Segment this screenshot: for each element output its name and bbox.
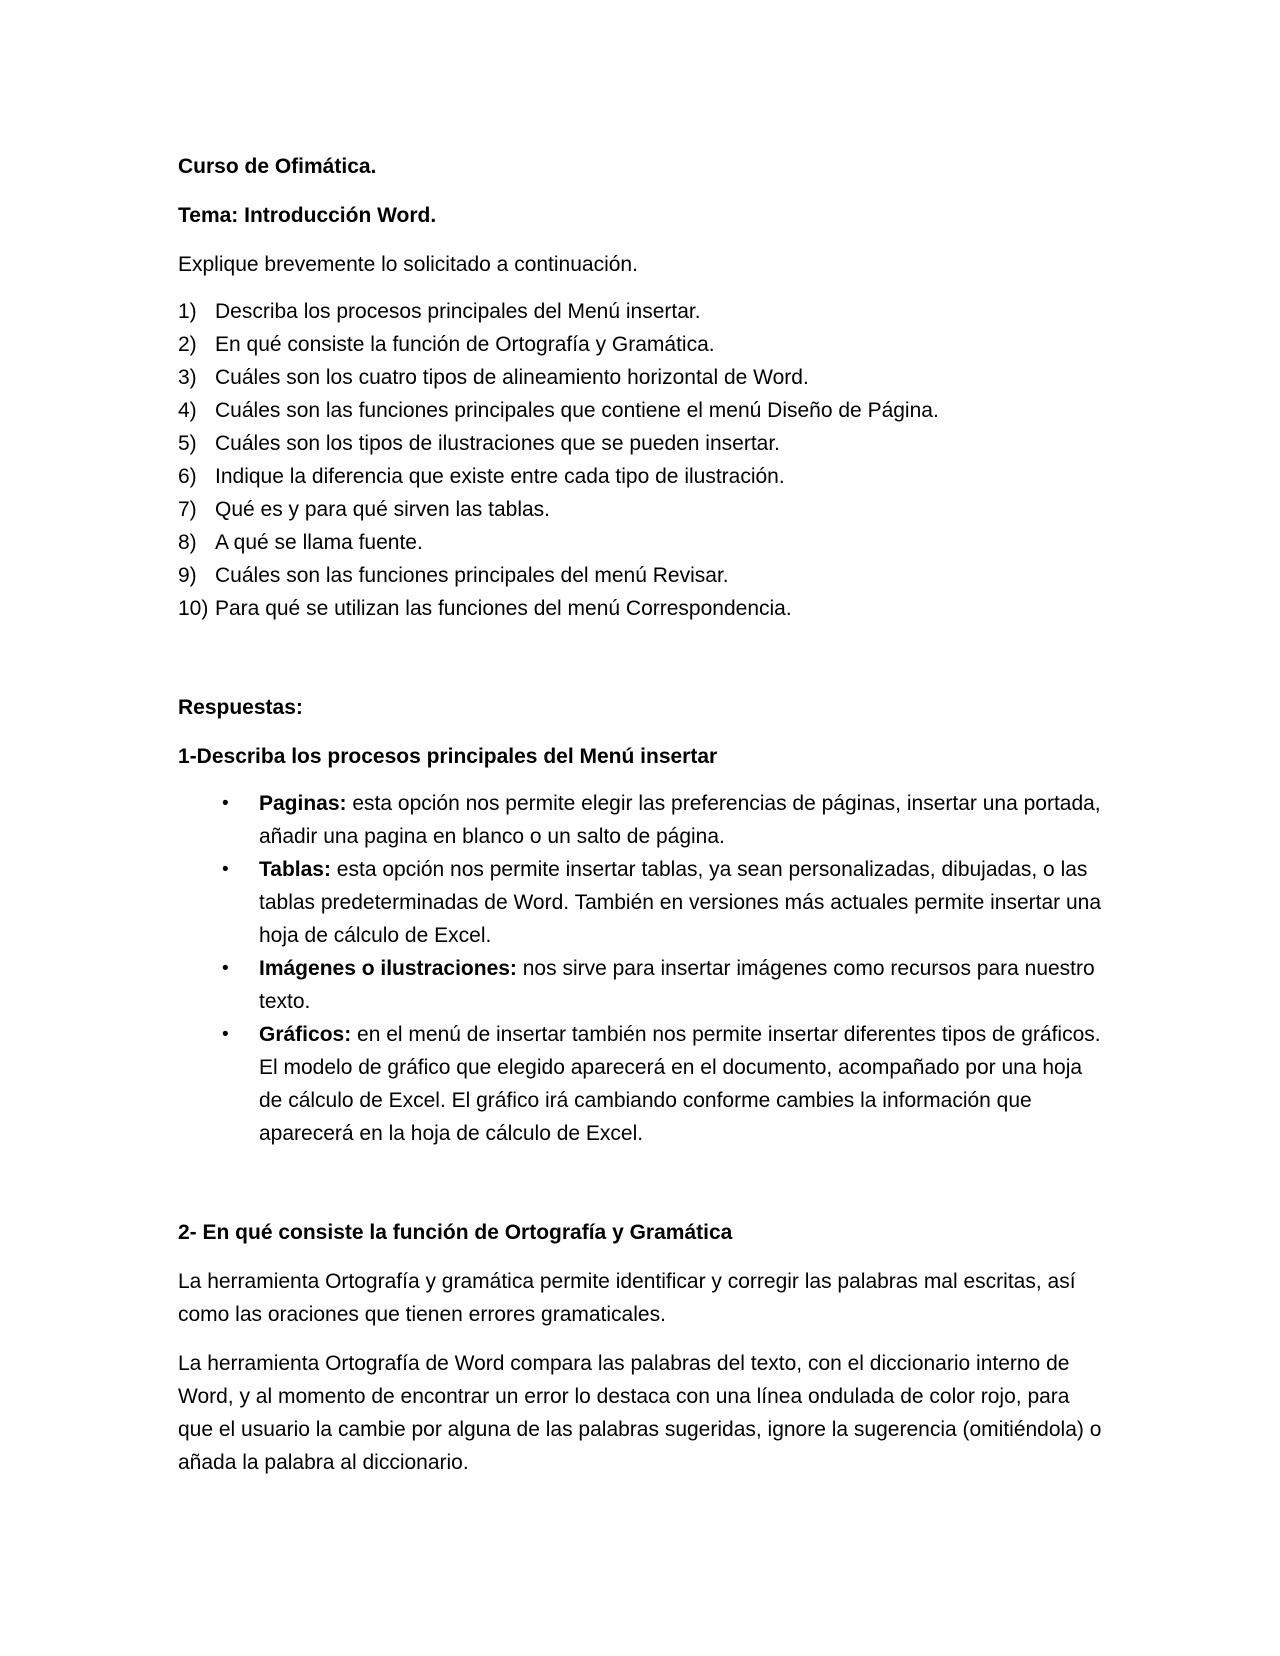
bullet-term: Paginas: <box>259 792 347 815</box>
list-item <box>178 853 1108 952</box>
item-number: 7) <box>178 498 197 521</box>
list-item <box>178 1018 1108 1150</box>
item-text: En qué consiste la función de Ortografía y Gramática. <box>215 333 715 356</box>
course-title: Curso de Ofimática. <box>178 155 377 178</box>
answer-2-paragraph: La herramienta Ortografía de Word compara las palabras del texto, con el diccionario interno de Word, y al momento de encontrar un error lo destaca con una línea ondulada de color rojo, para que el usuario la cambie por alguna de las palabras sugeridas, ignore la sugerencia (omitiéndola) o añada la palabra al diccionario. <box>178 1352 1102 1474</box>
questions-list <box>178 295 1108 625</box>
item-text: Cuáles son los cuatro tipos de alineamiento horizontal de Word. <box>215 366 809 389</box>
bullet-icon: • <box>222 1024 229 1045</box>
item-number: 10) <box>178 597 209 620</box>
list-item <box>178 787 1108 853</box>
instruction-text: Explique brevemente lo solicitado a continuación. <box>178 253 638 276</box>
item-text: A qué se llama fuente. <box>215 531 423 554</box>
bullet-term: Imágenes o ilustraciones: <box>259 957 517 980</box>
bullet-text: esta opción nos permite insertar tablas, ya sean personalizadas, dibujadas, o las tablas predeterminadas de Word. También en versiones más actuales permite insertar una hoja de cálculo de Excel. <box>259 858 1101 947</box>
item-text: Qué es y para qué sirven las tablas. <box>215 498 551 521</box>
item-number: 8) <box>178 531 197 554</box>
list-item <box>178 361 1108 394</box>
answer-2-title: 2- En qué consiste la función de Ortografía y Gramática <box>178 1221 733 1244</box>
answers-heading: Respuestas: <box>178 696 303 719</box>
item-text: Cuáles son los tipos de ilustraciones que se pueden insertar. <box>215 432 781 455</box>
list-item <box>178 559 1108 592</box>
list-item <box>178 460 1108 493</box>
item-number: 2) <box>178 333 197 356</box>
bullet-icon: • <box>222 859 229 880</box>
item-number: 1) <box>178 300 197 323</box>
list-item <box>178 295 1108 328</box>
item-text: Cuáles son las funciones principales que contiene el menú Diseño de Página. <box>215 399 939 422</box>
document-body <box>178 150 1108 1479</box>
answer-1-bullets <box>178 787 1108 1150</box>
bullet-term: Gráficos: <box>259 1023 352 1046</box>
list-item <box>178 526 1108 559</box>
answer-1-title: 1-Describa los procesos principales del Menú insertar <box>178 745 718 768</box>
bullet-text: en el menú de insertar también nos permite insertar diferentes tipos de gráficos. El modelo de gráfico que elegido aparecerá en el documento, acompañado por una hoja de cálculo de Excel. El gráfico irá cambiando conforme cambies la información que aparecerá en la hoja de cálculo de Excel. <box>259 1023 1101 1145</box>
answer-2-paragraph: La herramienta Ortografía y gramática permite identificar y corregir las palabras mal escritas, así como las oraciones que tienen errores gramaticales. <box>178 1270 1076 1326</box>
list-item <box>178 592 1108 625</box>
item-text: Describa los procesos principales del Menú insertar. <box>215 300 701 323</box>
item-number: 4) <box>178 399 197 422</box>
bullet-text: esta opción nos permite elegir las preferencias de páginas, insertar una portada, añadir una pagina en blanco o un salto de página. <box>259 792 1101 848</box>
list-item <box>178 493 1108 526</box>
topic-title: Tema: Introducción Word. <box>178 204 437 227</box>
bullet-icon: • <box>222 958 229 979</box>
list-item <box>178 952 1108 1018</box>
item-number: 5) <box>178 432 197 455</box>
item-number: 6) <box>178 465 197 488</box>
list-item <box>178 394 1108 427</box>
bullet-term: Tablas: <box>259 858 331 881</box>
list-item <box>178 328 1108 361</box>
item-text: Indique la diferencia que existe entre cada tipo de ilustración. <box>215 465 785 488</box>
list-item <box>178 427 1108 460</box>
item-number: 3) <box>178 366 197 389</box>
item-number: 9) <box>178 564 197 587</box>
bullet-icon: • <box>222 793 229 814</box>
item-text: Para qué se utilizan las funciones del menú Correspondencia. <box>215 597 792 620</box>
bullet-text: nos sirve para insertar imágenes como recursos para nuestro texto. <box>259 957 1095 1013</box>
item-text: Cuáles son las funciones principales del menú Revisar. <box>215 564 729 587</box>
